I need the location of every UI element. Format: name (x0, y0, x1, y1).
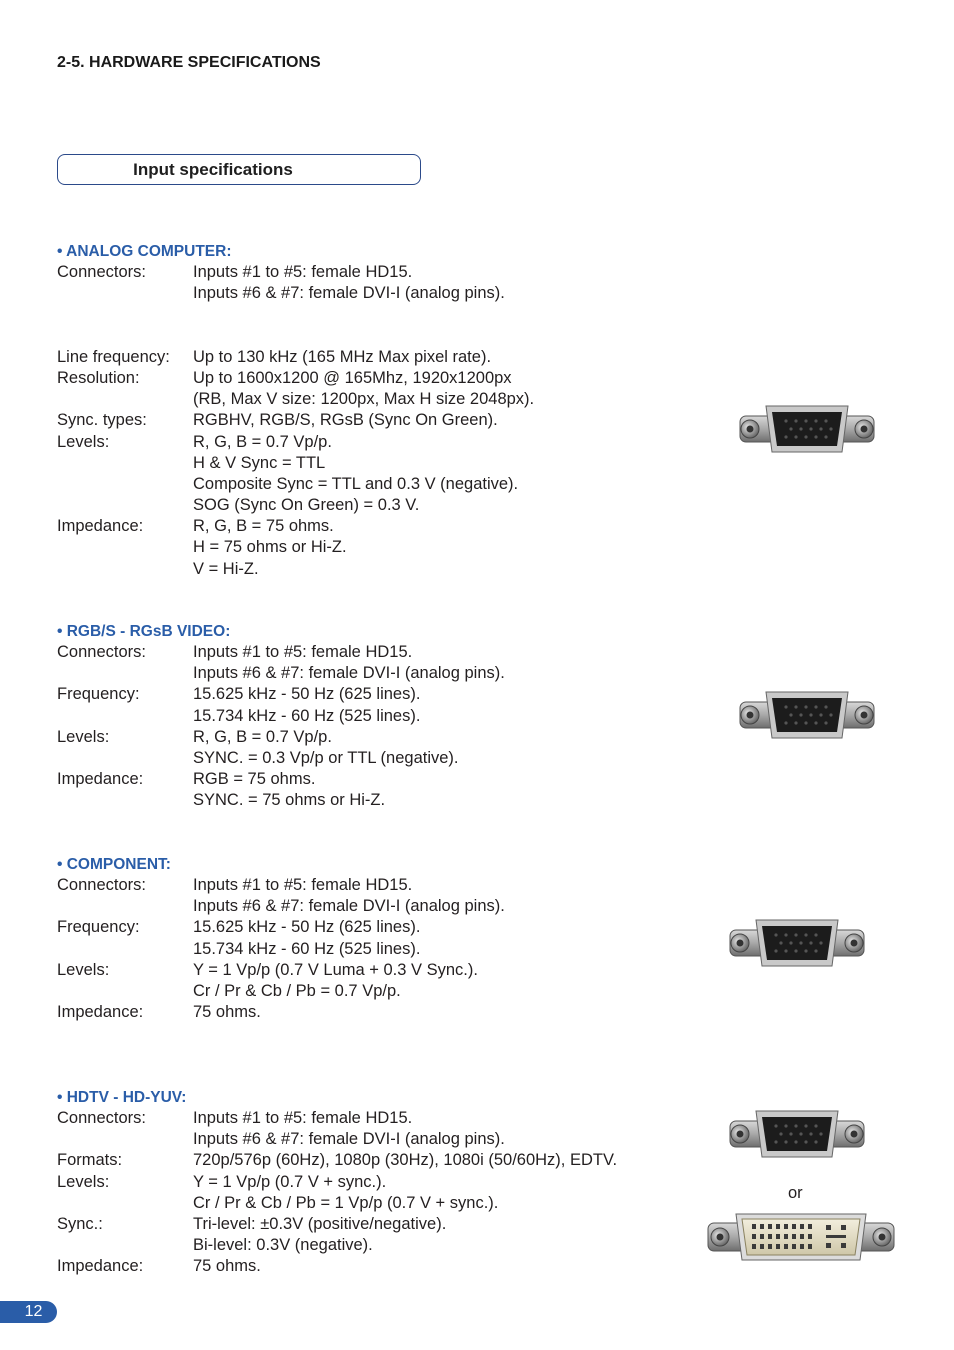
spec-value: Cr / Pr & Cb / Pb = 1 Vp/p (0.7 V + sync.). (193, 1193, 499, 1212)
spec-value: Tri-level: ±0.3V (positive/negative). (193, 1214, 447, 1233)
section-hdtv-hd-yuv (57, 1087, 717, 1278)
spec-label: Connectors: (57, 643, 146, 661)
spec-value: 720p/576p (60Hz), 1080p (30Hz), 1080i (50/60Hz), EDTV. (193, 1151, 618, 1170)
spec-row (57, 368, 717, 389)
spec-label: Sync. types: (57, 411, 147, 430)
spec-row (57, 939, 717, 960)
spec-row (57, 706, 717, 727)
hd15-connector-icon (736, 688, 878, 742)
spec-value: Up to 130 kHz (165 MHz Max pixel rate). (193, 347, 492, 366)
spec-value: RGB = 75 ohms. (193, 770, 316, 789)
spec-label: Impedance: (57, 517, 144, 536)
spec-value: Inputs #1 to #5: female HD15. (193, 263, 413, 281)
spec-label (57, 1193, 193, 1214)
spec-value: Inputs #6 & #7: female DVI-I (analog pins). (193, 897, 505, 916)
spec-row (57, 684, 717, 705)
spec-row (57, 981, 717, 1002)
spec-value: Inputs #1 to #5: female HD15. (193, 643, 413, 661)
spec-row (57, 1193, 717, 1214)
spec-label (57, 474, 193, 495)
input-specifications-box (57, 154, 421, 185)
spec-label: Frequency: (57, 918, 140, 937)
page-heading: 2-5. HARDWARE SPECIFICATIONS (57, 54, 321, 71)
spec-label (57, 453, 193, 474)
spec-value: 15.625 kHz - 50 Hz (625 lines). (193, 685, 421, 704)
spec-label (57, 389, 193, 410)
spec-value: Cr / Pr & Cb / Pb = 0.7 Vp/p. (193, 981, 401, 1000)
spec-value: R, G, B = 75 ohms. (193, 517, 334, 536)
spec-value: SYNC. = 75 ohms or Hi-Z. (193, 791, 386, 810)
spec-value: Inputs #6 & #7: female DVI-I (analog pins). (193, 284, 505, 303)
spec-value: 75 ohms. (193, 1257, 261, 1276)
spec-value: Bi-level: 0.3V (negative). (193, 1236, 373, 1255)
spec-row (57, 663, 717, 684)
section-component (57, 854, 717, 1023)
spec-label (57, 663, 193, 684)
spec-row (57, 389, 717, 410)
section-title: • HDTV - HD-YUV: (57, 1089, 187, 1106)
spec-row (57, 1002, 717, 1023)
spec-value: Up to 1600x1200 @ 165Mhz, 1920x1200px (193, 368, 512, 387)
page-number: 12 (0, 1301, 57, 1323)
spec-value: R, G, B = 0.7 Vp/p. (193, 727, 332, 746)
spec-value: Inputs #1 to #5: female HD15. (193, 876, 413, 894)
spec-row (57, 410, 717, 431)
spec-label: Levels: (57, 960, 110, 979)
section-title: • ANALOG COMPUTER: (57, 243, 232, 260)
hd15-connector-icon (726, 916, 868, 970)
spec-row (57, 896, 717, 917)
spec-row (57, 283, 717, 304)
spec-row (57, 769, 717, 790)
spec-value: 15.625 kHz - 50 Hz (625 lines). (193, 918, 421, 937)
spec-value: (RB, Max V size: 1200px, Max H size 2048px). (193, 390, 535, 409)
spec-value: Inputs #1 to #5: female HD15. (193, 1109, 413, 1127)
spec-label (57, 939, 193, 960)
spec-label: Frequency: (57, 685, 140, 704)
spec-value: SYNC. = 0.3 Vp/p or TTL (negative). (193, 748, 459, 767)
spec-value: SOG (Sync On Green) = 0.3 V. (193, 496, 420, 515)
section-title: • COMPONENT: (57, 856, 171, 873)
spec-label: Levels: (57, 727, 110, 746)
spec-row (57, 1172, 717, 1193)
spec-row (57, 748, 717, 769)
spec-label (57, 706, 193, 727)
spec-value: 15.734 kHz - 60 Hz (525 lines). (193, 706, 421, 725)
spec-row (57, 453, 717, 474)
spec-label (57, 981, 193, 1002)
spec-row (57, 1235, 717, 1256)
dvi-i-connector-icon (706, 1211, 896, 1263)
spec-label (57, 1129, 193, 1150)
spec-value: 15.734 kHz - 60 Hz (525 lines). (193, 939, 421, 958)
spec-row (57, 495, 717, 516)
spec-label: Sync.: (57, 1214, 103, 1233)
spec-value: H & V Sync = TTL (193, 453, 326, 472)
spec-value: Composite Sync = TTL and 0.3 V (negative). (193, 474, 519, 493)
spec-row (57, 1150, 717, 1171)
spec-label (57, 283, 193, 304)
spec-label: Connectors: (57, 1109, 146, 1127)
spec-row (57, 516, 717, 537)
or-label: or (788, 1184, 803, 1202)
spec-label: Connectors: (57, 263, 146, 281)
spec-value: RGBHV, RGB/S, RGsB (Sync On Green). (193, 411, 498, 430)
spec-row (57, 642, 717, 663)
spec-label (57, 896, 193, 917)
hd15-connector-icon (736, 402, 878, 456)
spec-label: Line frequency: (57, 347, 170, 366)
spec-label (57, 537, 193, 558)
spec-label: Formats: (57, 1151, 123, 1170)
spec-row (57, 917, 717, 938)
spec-value: V = Hi-Z. (193, 559, 259, 578)
input-specifications-label: Input specifications (133, 160, 293, 179)
spec-value: Y = 1 Vp/p (0.7 V + sync.). (193, 1172, 387, 1191)
spec-row (57, 1108, 717, 1129)
spec-row (57, 474, 717, 495)
spec-value: Inputs #6 & #7: female DVI-I (analog pins). (193, 664, 505, 683)
spec-row (57, 875, 717, 896)
spec-row (57, 537, 717, 558)
spec-label: Impedance: (57, 1003, 144, 1022)
spec-label (57, 1235, 193, 1256)
spec-label: Levels: (57, 1172, 110, 1191)
spec-row (57, 432, 717, 453)
spec-label: Connectors: (57, 876, 146, 894)
spec-row (57, 960, 717, 981)
hd15-connector-icon (726, 1107, 868, 1161)
spec-row (57, 559, 717, 580)
spec-label: Resolution: (57, 368, 140, 387)
spec-value: Y = 1 Vp/p (0.7 V Luma + 0.3 V Sync.). (193, 960, 478, 979)
spec-value: Inputs #6 & #7: female DVI-I (analog pins). (193, 1130, 505, 1149)
spec-value: H = 75 ohms or Hi-Z. (193, 538, 347, 557)
spec-row (57, 262, 717, 283)
spec-label: Levels: (57, 432, 110, 451)
spec-label (57, 790, 193, 811)
section-title: • RGB/S - RGsB VIDEO: (57, 623, 231, 640)
spec-label (57, 559, 193, 580)
spec-value: 75 ohms. (193, 1003, 261, 1022)
spec-row (57, 790, 717, 811)
spec-row (57, 1256, 717, 1277)
spec-label (57, 495, 193, 516)
spec-row (57, 1129, 717, 1150)
spec-row (57, 727, 717, 748)
spec-value: R, G, B = 0.7 Vp/p. (193, 432, 332, 451)
section-rgbs-rgsb-video (57, 621, 717, 812)
spec-label (57, 748, 193, 769)
spec-label: Impedance: (57, 770, 144, 789)
section-analog-computer (57, 241, 717, 580)
spec-row (57, 1214, 717, 1235)
spec-label: Impedance: (57, 1257, 144, 1276)
spec-row (57, 347, 717, 368)
